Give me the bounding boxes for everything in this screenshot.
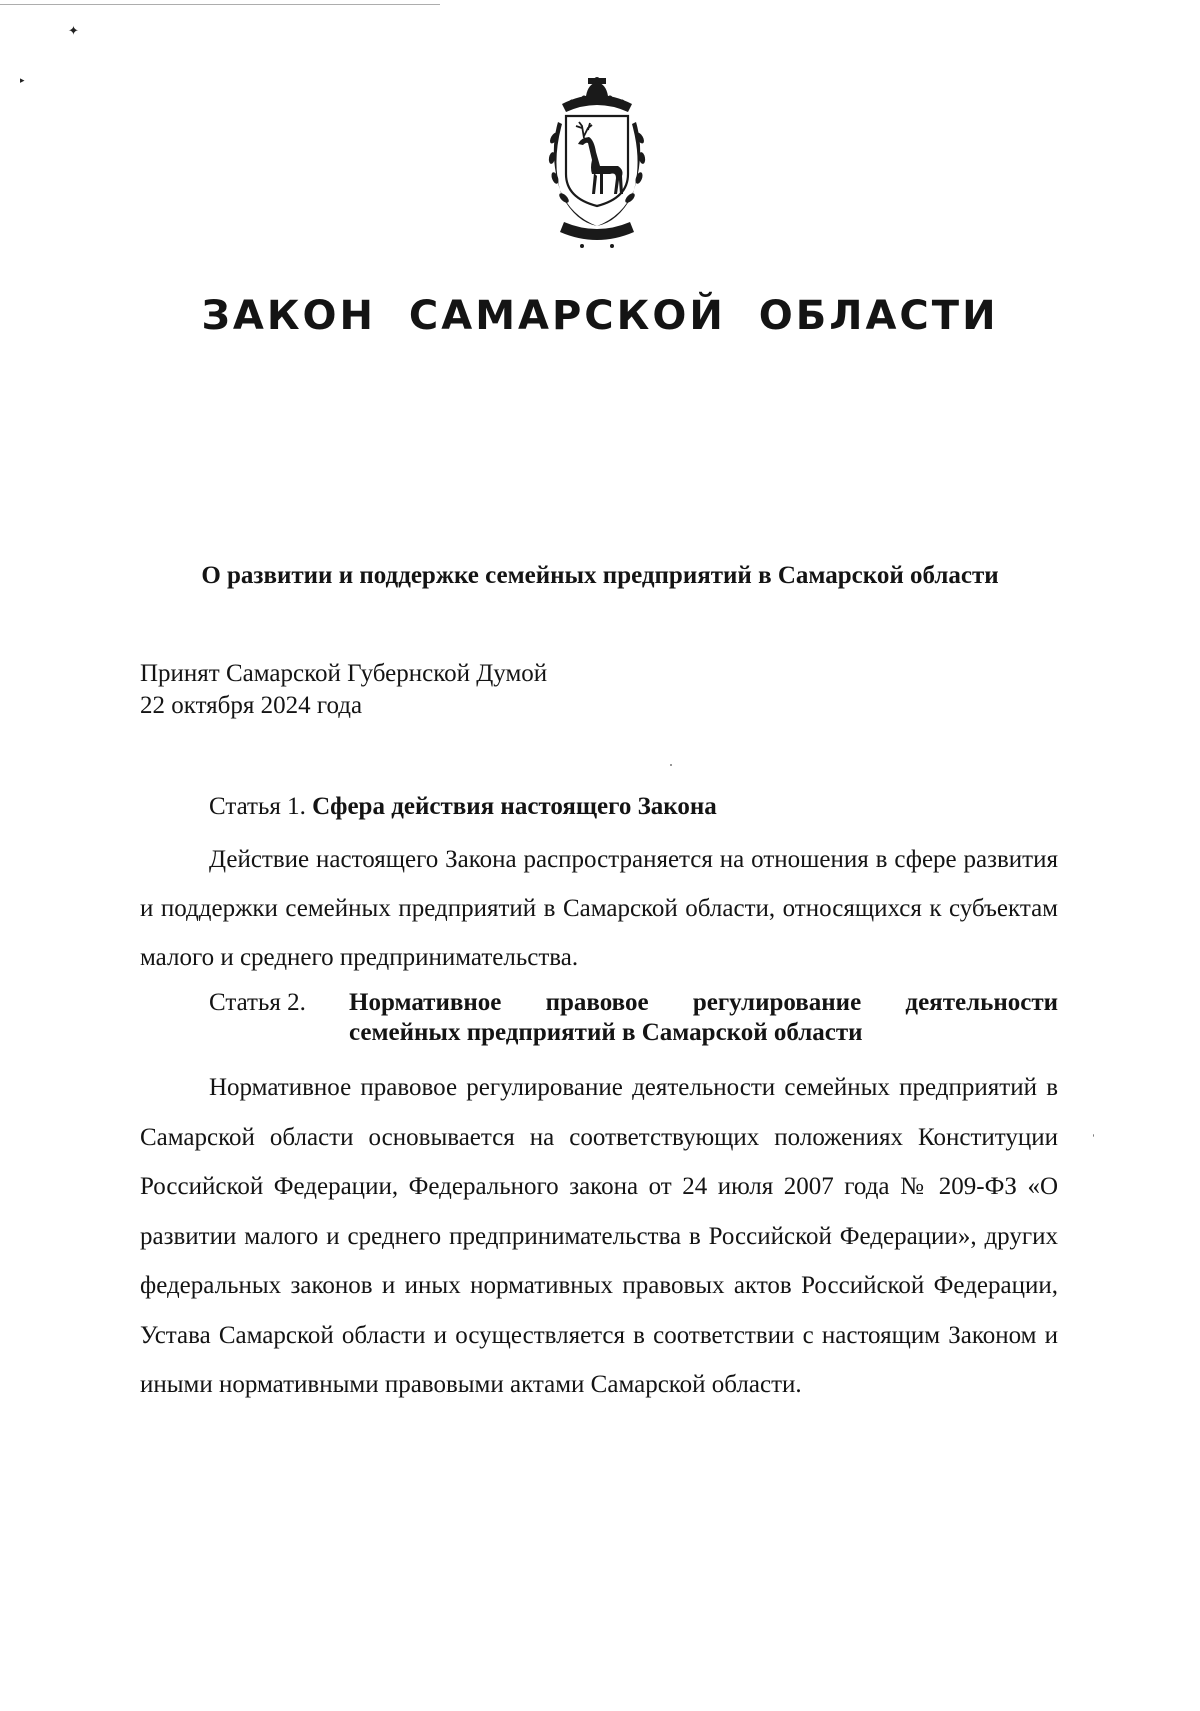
- adoption-date: 22 октября 2024 года: [140, 692, 363, 719]
- adoption-line-1: Принят Самарской Губернской Думой: [140, 660, 548, 687]
- article-1-number: Статья 1.: [209, 793, 306, 820]
- article-2-name: Нормативное правовое регулирование деятельности семейных предприятий в Самарской области: [349, 989, 1058, 1046]
- scan-speck: [1093, 1134, 1094, 1137]
- article-2-number: Статья 2.: [209, 989, 306, 1016]
- adoption-info: [140, 658, 547, 722]
- samara-coat-of-arms-icon: [526, 76, 668, 252]
- scan-mark: ▸: [20, 75, 25, 85]
- scan-mark: ✦: [68, 23, 79, 38]
- law-heading: ЗАКОН САМАРСКОЙ ОБЛАСТИ: [201, 293, 999, 339]
- article-1-text: Действие настоящего Закона распространяется на отношения в сфере развития и поддержки семейных предприятий в Самарской области, относящихся к субъектам малого и среднего предпринимательства.: [140, 846, 1058, 971]
- article-2-heading: [209, 988, 1058, 1048]
- article-2-text: Нормативное правовое регулирование деятельности семейных предприятий в Самарской области основывается на соответствующих положениях Конституции Российской Федерации, Федерального закона от 24 июля 2007 года № 209-ФЗ «О развитии малого и среднего предпринимательства в Российской Федерации», других федеральных законов и иных нормативных правовых актов Российской Федерации, Устава Самарской области и осуществляется в соответствии с настоящим Законом и иными нормативными правовыми актами Самарской области.: [140, 1074, 1058, 1398]
- article-1-name: Сфера действия настоящего Закона: [312, 793, 717, 820]
- article-1-heading: [209, 792, 717, 822]
- scan-edge-line: [0, 4, 440, 5]
- scan-speck: [670, 764, 672, 766]
- law-title: О развитии и поддержке семейных предприятий в Самарской области: [201, 562, 999, 589]
